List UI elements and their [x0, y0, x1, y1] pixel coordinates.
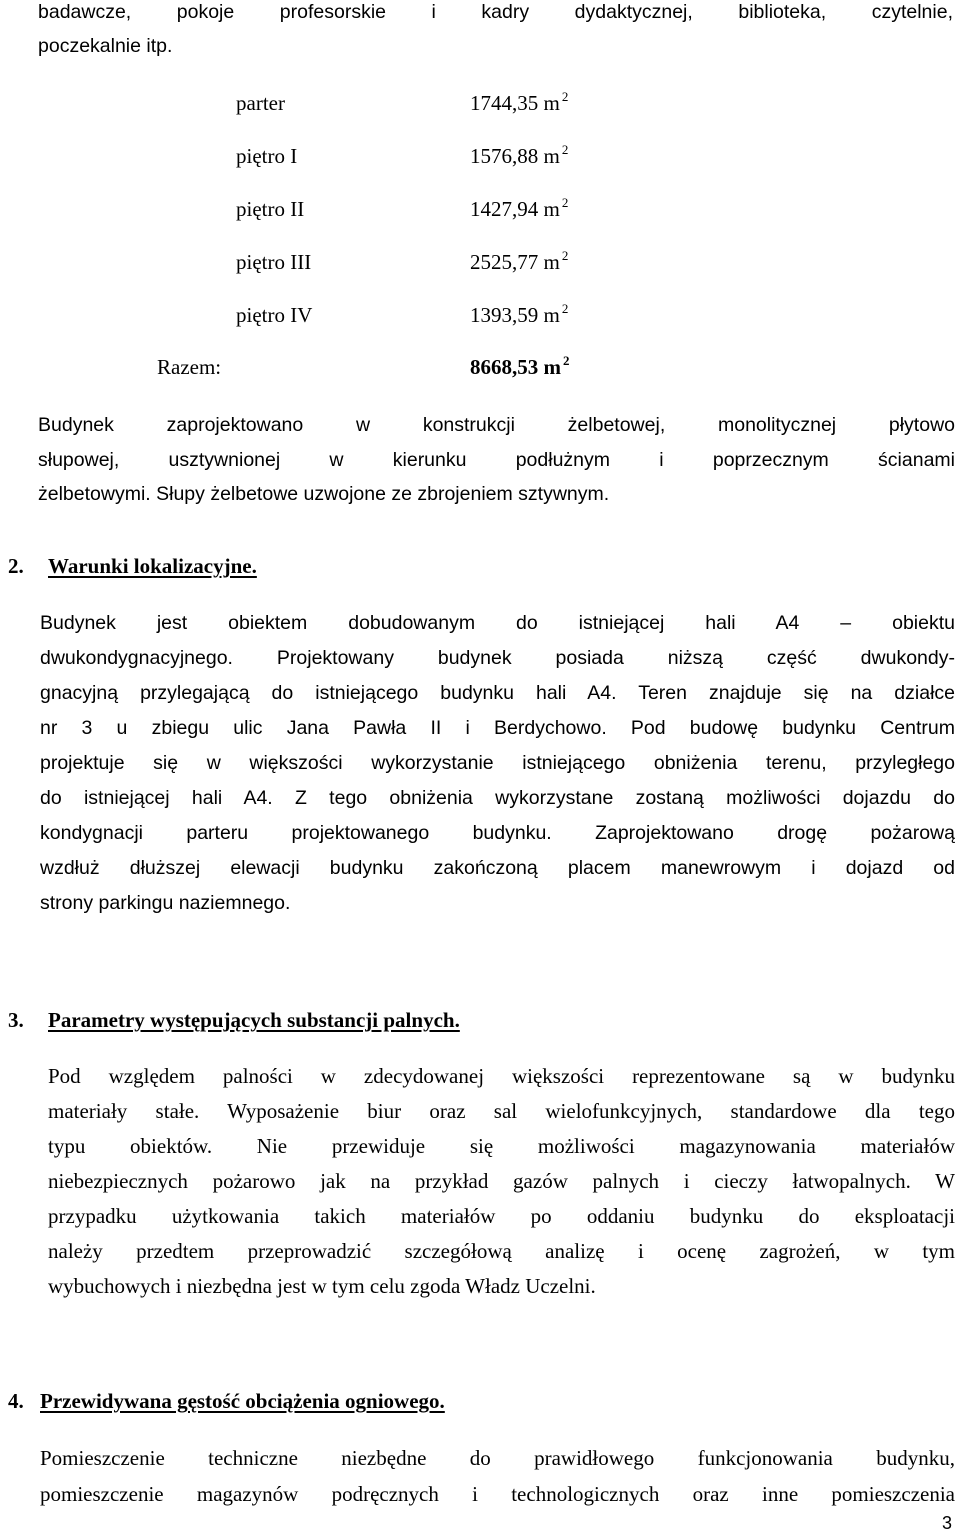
section-3-title: Parametry występujących substancji palnych. [48, 1008, 460, 1032]
section-2-heading [8, 553, 257, 579]
section-4-line: Pomieszczenie techniczne niezbędne do prawidłowego funkcjonowania budynku, [40, 1446, 955, 1470]
area-label: piętro I [236, 144, 298, 168]
section-2-line: wzdłuż dłuższej elewacji budynku zakończoną placem manewrowym i dojazd od [40, 857, 955, 879]
section-2-line: dwukondygnacyjnego. Projektowany budynek posiada niższą część dwukondy- [40, 647, 955, 669]
section-2-line: gnacyjną przylegającą do istniejącego budynku hali A4. Teren znajduje się na działce [40, 682, 955, 704]
area-unit: m [543, 303, 560, 327]
area-label: parter [236, 91, 285, 115]
area-value: 1427,94 [470, 197, 539, 221]
section-3-line: należy przedtem przeprowadzić szczegółową analizę i ocenę zagrożeń, w tym [48, 1239, 955, 1263]
section-3-heading [8, 1007, 460, 1033]
area-unit: m [543, 144, 560, 168]
area-unit-exponent: 2 [561, 142, 569, 157]
area-unit-exponent: 2 [563, 353, 570, 368]
section-3-paragraph [48, 1059, 955, 1304]
intro-line-1: badawcze, pokoje profesorskie i kadry dydaktycznej, biblioteka, czytelnie, [38, 1, 953, 23]
construction-line-3: żelbetowymi. Słupy żelbetowe uzwojone ze zbrojeniem sztywnym. [38, 483, 610, 505]
section-2-line: kondygnacji parteru projektowanego budynku. Zaprojektowano drogę pożarową [40, 822, 955, 844]
construction-line-1: Budynek zaprojektowano w konstrukcji żelbetowej, monolitycznej płytowo [38, 414, 955, 436]
section-4-number: 4. [8, 1389, 24, 1413]
section-2-title: Warunki lokalizacyjne. [48, 554, 257, 578]
section-2-paragraph [40, 606, 955, 921]
section-3-line: Pod względem palności w zdecydowanej większości reprezentowane są w budynku [48, 1064, 955, 1088]
page-number: 3 [941, 1513, 952, 1533]
intro-paragraph [38, 0, 953, 63]
section-3-number: 3. [8, 1008, 24, 1032]
area-value: 2525,77 [470, 250, 539, 274]
area-unit-exponent: 2 [561, 89, 569, 104]
section-2-line: projektuje się w większości wykorzystanie istniejącego obniżenia terenu, przyległego [40, 752, 955, 774]
area-unit: m [543, 91, 560, 115]
section-3-line: materiały stałe. Wyposażenie biur oraz sal wielofunkcyjnych, standardowe dla tego [48, 1099, 955, 1123]
section-4-paragraph [40, 1440, 955, 1512]
section-4-title: Przewidywana gęstość obciążenia ogniowego. [40, 1389, 445, 1413]
area-value: 1576,88 [470, 144, 539, 168]
section-3-line: typu obiektów. Nie przewiduje się możliwości magazynowania materiałów [48, 1134, 955, 1158]
area-unit: m [543, 355, 561, 379]
section-3-line: przypadku użytkowania takich materiałów po oddaniu budynku do eksploatacji [48, 1204, 955, 1228]
area-label: piętro II [236, 197, 305, 221]
area-value: 1744,35 [470, 91, 539, 115]
construction-line-2: słupowej, usztywnionej w kierunku podłużnym i poprzecznym ścianami [38, 448, 955, 471]
area-unit: m [543, 197, 560, 221]
construction-paragraph [38, 408, 955, 512]
area-label: piętro III [236, 250, 312, 274]
section-2-line: strony parkingu naziemnego. [40, 892, 291, 914]
section-2-line: nr 3 u zbiegu ulic Jana Pawła II i Berdychowo. Pod budowę budynku Centrum [40, 717, 955, 739]
area-unit-exponent: 2 [561, 301, 569, 316]
area-label: piętro IV [236, 303, 313, 327]
section-4-line: pomieszczenie magazynów podręcznych i technologicznych oraz inne pomieszczenia [40, 1482, 955, 1506]
section-2-line: do istniejącej hali A4. Z tego obniżenia wykorzystane zostaną możliwości dojazdu do [40, 787, 955, 809]
area-total-value: 8668,53 [470, 355, 539, 379]
area-value: 1393,59 [470, 303, 539, 327]
section-3-line: wybuchowych i niezbędna jest w tym celu zgoda Władz Uczelni. [48, 1274, 596, 1298]
area-unit-exponent: 2 [561, 195, 569, 210]
area-total-label: Razem: [157, 355, 222, 379]
section-2-line: Budynek jest obiektem dobudowanym do istniejącej hali A4 – obiektu [40, 612, 955, 634]
area-unit-exponent: 2 [561, 248, 569, 263]
intro-line-2: poczekalnie itp. [38, 35, 173, 57]
section-2-number: 2. [8, 554, 24, 578]
section-4-heading [8, 1388, 445, 1414]
area-unit: m [543, 250, 560, 274]
section-3-line: niebezpiecznych pożarowo jak na przykład gazów palnych i cieczy łatwopalnych. W [48, 1169, 955, 1193]
